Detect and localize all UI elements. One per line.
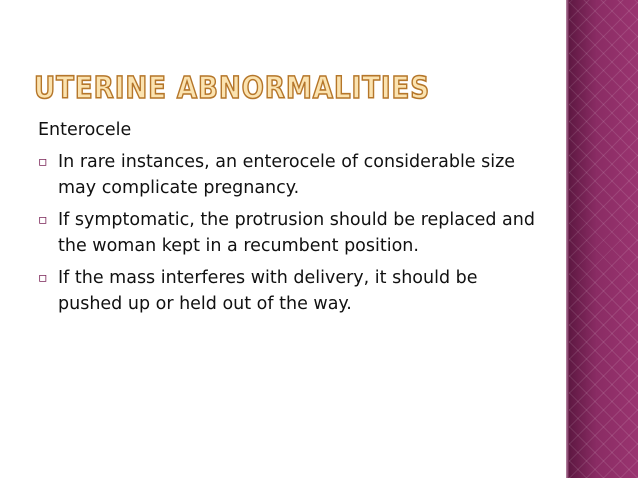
section-heading: Enterocele [38, 120, 132, 140]
bullet-item [38, 149, 538, 201]
square-bullet-icon: ▫ [38, 212, 48, 228]
bullet-item [38, 207, 538, 259]
bullet-text: If symptomatic, the protrusion should be replaced and the woman kept in a recumbent position. [58, 210, 535, 256]
slide-title-text: UTERINE ABNORMALITIES [34, 71, 430, 106]
bullet-list [38, 149, 538, 323]
decorative-side-band [569, 0, 638, 478]
square-bullet-icon: ▫ [38, 270, 48, 286]
square-bullet-icon: ▫ [38, 154, 48, 170]
bullet-text: In rare instances, an enterocele of considerable size may complicate pregnancy. [58, 152, 516, 198]
bullet-text: If the mass interferes with delivery, it should be pushed up or held out of the way. [58, 268, 478, 314]
slide-title [34, 62, 434, 110]
bullet-item [38, 265, 538, 317]
